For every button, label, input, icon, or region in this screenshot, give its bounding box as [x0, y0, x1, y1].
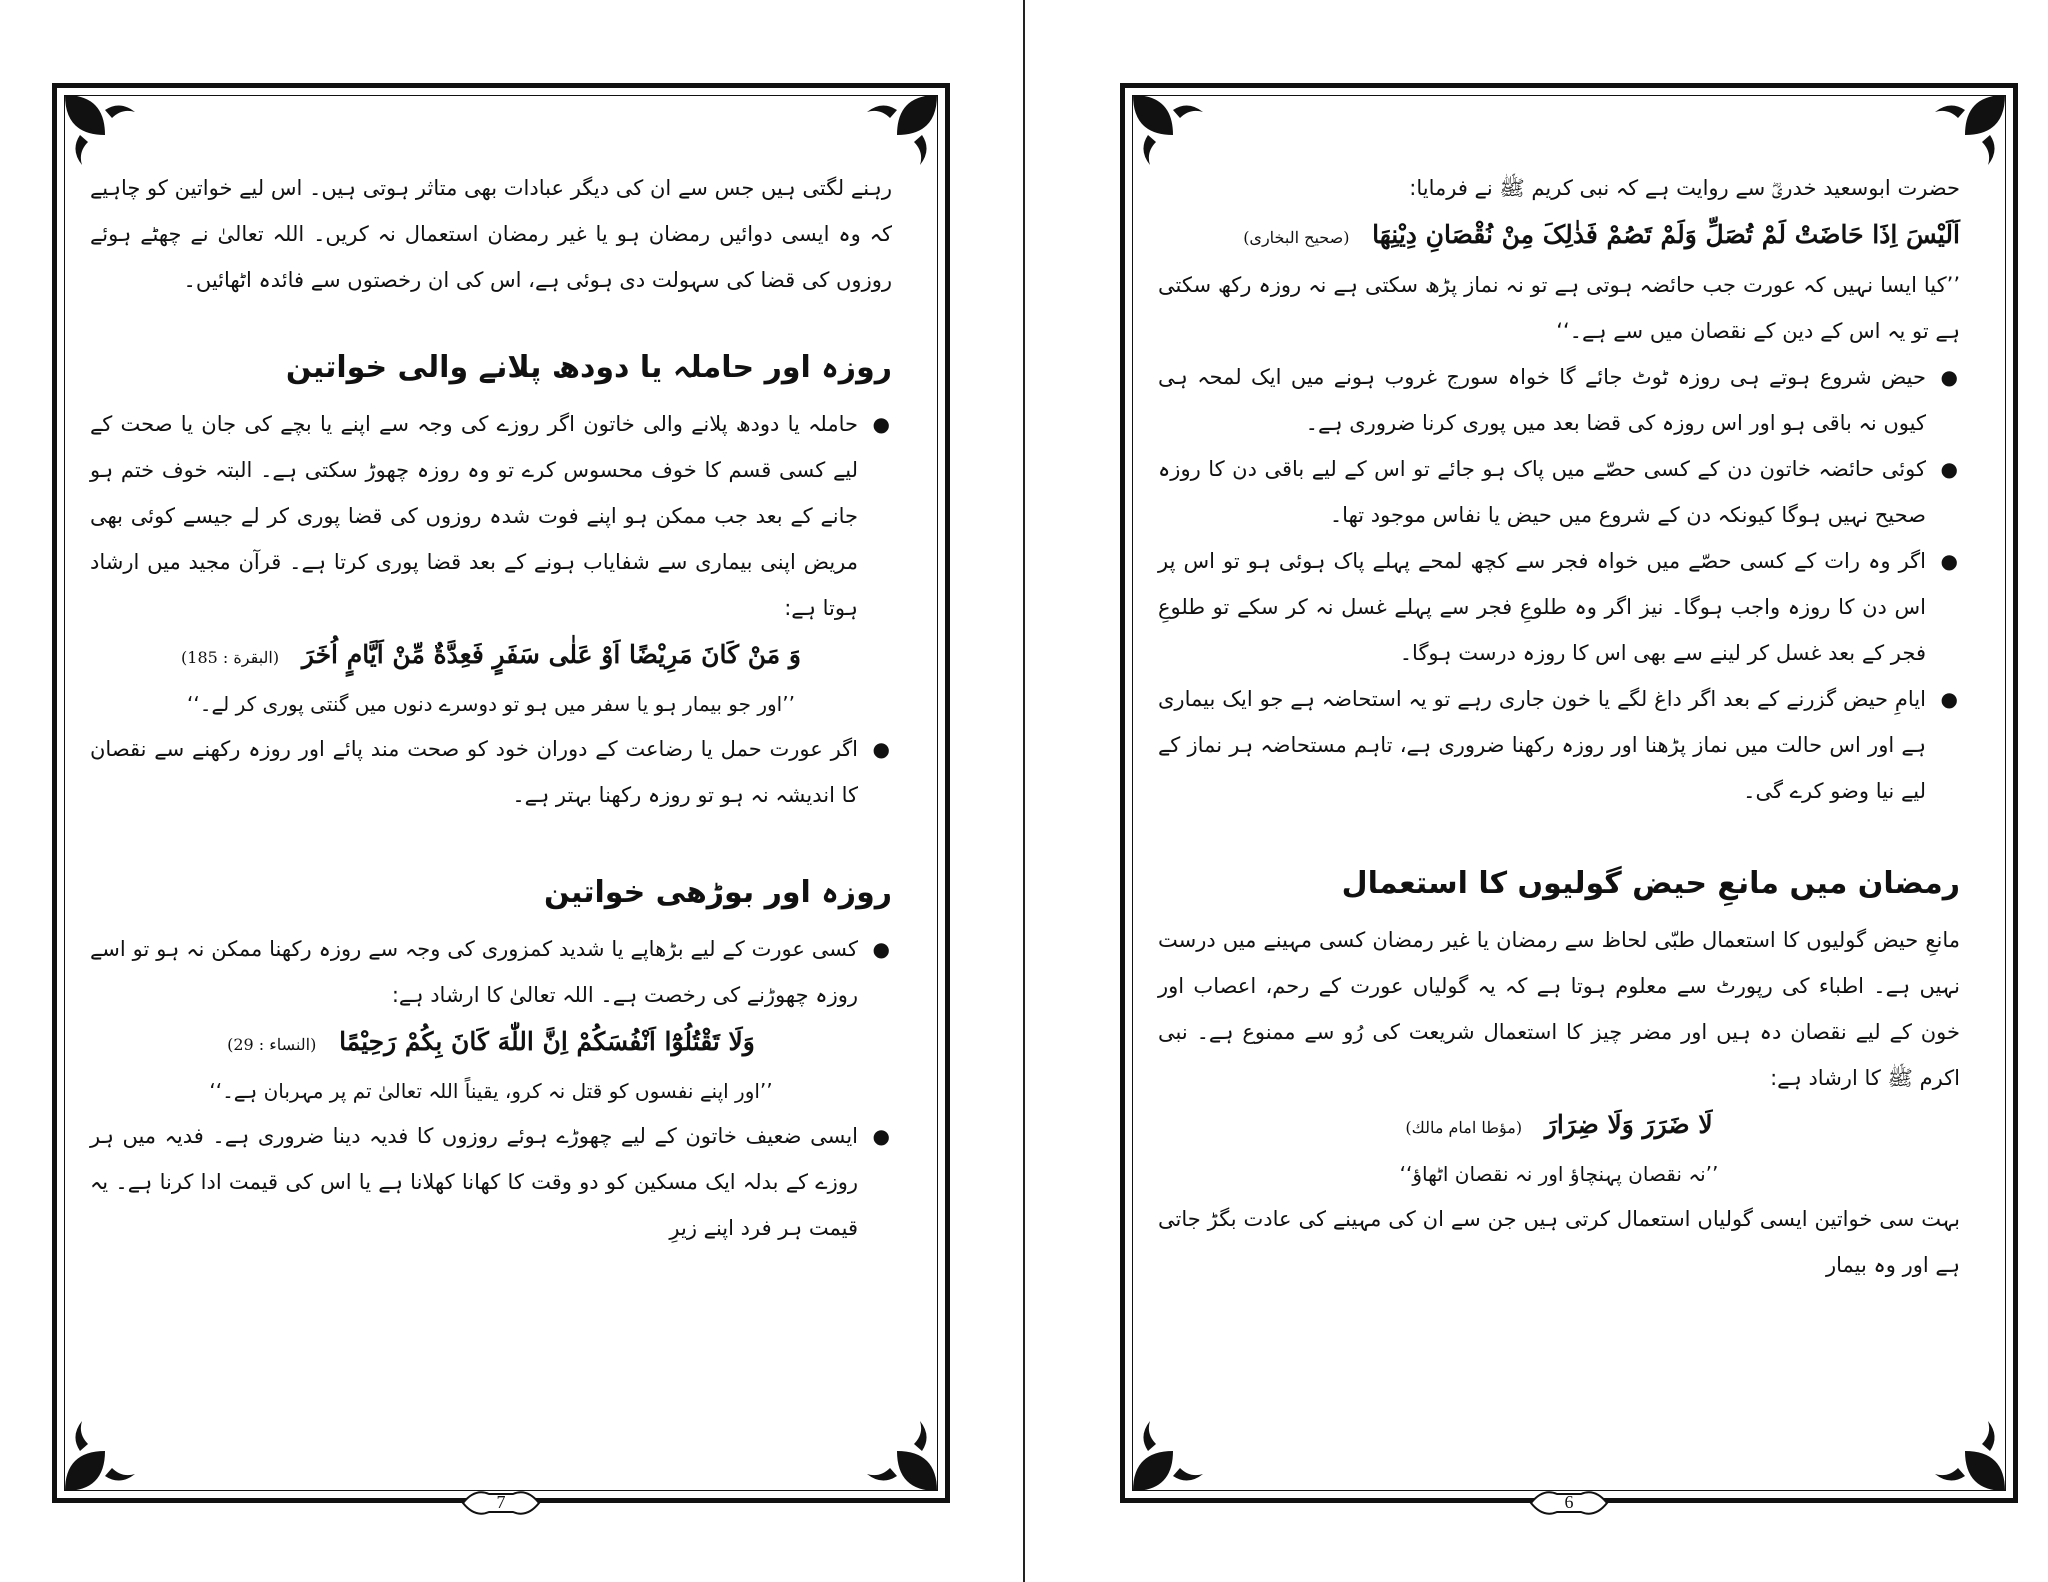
verse-translation: ’’اور جو بیمار ہو یا سفر میں ہو تو دوسرے دنوں میں گنتی پوری کر لے۔‘‘	[187, 692, 795, 716]
quran-verse	[90, 631, 892, 682]
verse-text: وَلَا تَقْتُلُوْٓا اَنْفُسَكُمْ اِنَّ اللّٰهَ كَانَ بِكُمْ رَحِیْمًا	[339, 1027, 755, 1056]
verse-text: وَ مَنْ كَانَ مَرِیْضًا اَوْ عَلٰى سَفَرٍ فَعِدَّةٌ مِّنْ اَیَّامٍ اُخَرَ	[301, 640, 801, 669]
hadith-reference: (مؤطا امام مالك)	[1405, 1118, 1523, 1137]
section-heading: روزہ اور بوڑھی خواتین	[543, 875, 892, 910]
section-heading: رمضان میں مانعِ حیض گولیوں کا استعمال	[1341, 866, 1960, 901]
hadith-intro: حضرت ابوسعید خدریؓ سے روایت ہے کہ نبی کریم ﷺ نے فرمایا:	[1409, 176, 1960, 200]
hadith-translation: ’’کیا ایسا نہیں کہ عورت جب حائضہ ہوتی ہے تو نہ نماز پڑھ سکتی ہے نہ روزہ رکھ سکتی ہے تو یہ اس کے دین کے نقصان میں سے ہے۔‘‘	[1158, 273, 1960, 343]
verse-reference: (البقرة : 185)	[181, 648, 280, 667]
page-number	[461, 1486, 541, 1520]
page-content	[90, 165, 892, 1251]
bullet-item: ● اگر عورت حمل یا رضاعت کے دوران خود کو صحت مند پائے اور روزہ رکھنے سے نقصان کا اندیشہ نہ ہو تو روزہ رکھنا بہتر ہے۔	[90, 726, 892, 818]
section-heading: روزہ اور حاملہ یا دودھ پلانے والی خواتین	[285, 350, 892, 385]
bullet-item: ● اگر وہ رات کے کسی حصّے میں خواہ فجر سے کچھ لمحے پہلے پاک ہوئی ہو تو اس پر اس دن کا روزہ واجب ہوگا۔ نیز اگر وہ طلوعِ فجر سے پہلے غسل نہ کر سکے تو طلوعِ فجر کے بعد غسل کر لینے سے بھی اس کا روزہ درست ہوگا۔	[1158, 538, 1960, 676]
opening-paragraph: رہنے لگتی ہیں جس سے ان کی دیگر عبادات بھی متاثر ہوتی ہیں۔ اس لیے خواتین کو چاہیے کہ وہ ایسی دوائیں رمضان ہو یا غیر رمضان استعمال نہ کریں۔ اللہ تعالیٰ نے چھٹے ہوئے روزوں کی قضا کی سہولت دی ہوئی ہے، اس کی ان رخصتوں سے فائدہ اٹھائیں۔	[90, 176, 892, 292]
corner-ornament-icon	[60, 1406, 150, 1496]
section-paragraph: مانعِ حیض گولیوں کا استعمال طبّی لحاظ سے رمضان یا غیر رمضان کسی مہینے میں درست نہیں ہے۔ اطباء کی رپورٹ سے معلوم ہوتا ہے کہ یہ گولیاں عورت کے رحم، اعصاب اور خون کے لیے نقصان دہ ہیں اور مضر چیز کا استعمال شریعت کی رُو سے ممنوع ہے۔ نبی اکرم ﷺ کا ارشاد ہے:	[1158, 928, 1960, 1090]
hadith-translation: ’’نہ نقصان پہنچاؤ اور نہ نقصان اٹھاؤ‘‘	[1399, 1162, 1719, 1186]
corner-ornament-icon	[852, 1406, 942, 1496]
bullet-item: ● کسی عورت کے لیے بڑھاپے یا شدید کمزوری کی وجہ سے روزہ رکھنا ممکن نہ ہو تو اسے روزہ چھوڑنے کی رخصت ہے۔ اللہ تعالیٰ کا ارشاد ہے:	[90, 926, 892, 1018]
closing-paragraph: بہت سی خواتین ایسی گولیاں استعمال کرتی ہیں جن سے ان کی مہینے کی عادت بگڑ جاتی ہے اور وہ بیمار	[1158, 1207, 1960, 1277]
corner-ornament-icon	[1920, 1406, 2010, 1496]
page-number-label: 7	[496, 1492, 506, 1512]
hadith-arabic	[1158, 1101, 1960, 1152]
bullet-item: ● حاملہ یا دودھ پلانے والی خاتون اگر روزے کی وجہ سے اپنے یا بچے کی جان یا صحت کے لیے کسی قسم کا خوف محسوس کرے تو وہ روزہ چھوڑ سکتی ہے۔ البتہ خوف ختم ہو جانے کے بعد جب ممکن ہو اپنے فوت شدہ روزوں کی قضا پوری کر لے جیسے کوئی بھی مریض اپنی بیماری سے شفایاب ہونے کے بعد قضا پوری کرتا ہے۔ قرآن مجید میں ارشاد ہوتا ہے:	[90, 401, 892, 631]
hadith-reference: (صحیح البخاری)	[1243, 228, 1350, 247]
hadith-text: اَلَیْسَ اِذَا حَاضَتْ لَمْ تُصَلِّ وَلَمْ تَصُمْ فَذٰلِکَ مِنْ نُقْصَانِ دِیْنِھَا	[1372, 220, 1960, 249]
page-number-label: 6	[1564, 1492, 1574, 1512]
bullet-item: ● ایامِ حیض گزرنے کے بعد اگر داغ لگے یا خون جاری رہے تو یہ استحاضہ ہے جو ایک بیماری ہے اور اس حالت میں نماز پڑھنا اور روزہ رکھنا ضروری ہے، تاہم مستحاضہ ہر نماز کے لیے نیا وضو کرے گی۔	[1158, 676, 1960, 814]
page-content	[1158, 165, 1960, 1288]
quran-verse	[90, 1018, 892, 1069]
bullet-item: ● ایسی ضعیف خاتون کے لیے چھوڑے ہوئے روزوں کا فدیہ دینا ضروری ہے۔ فدیہ میں ہر روزے کے بدلہ ایک مسکین کو دو وقت کا کھانا کھلانا ہے یا اس کی قیمت ادا کرنا ہے۔ یہ قیمت ہر فرد اپنے زیرِ	[90, 1113, 892, 1251]
bullet-item: ● کوئی حائضہ خاتون دن کے کسی حصّے میں پاک ہو جائے تو اس کے لیے باقی دن کا روزہ صحیح نہیں ہوگا کیونکہ دن کے شروع میں حیض یا نفاس موجود تھا۔	[1158, 446, 1960, 538]
page-number	[1529, 1486, 1609, 1520]
hadith-arabic	[1158, 211, 1960, 262]
bullet-item: ● حیض شروع ہوتے ہی روزہ ٹوٹ جائے گا خواہ سورج غروب ہونے میں ایک لمحہ ہی کیوں نہ باقی ہو اور اس روزہ کی قضا بعد میں پوری کرنا ضروری ہے۔	[1158, 354, 1960, 446]
corner-ornament-icon	[1128, 1406, 1218, 1496]
page-6	[1025, 0, 2048, 1582]
verse-translation: ’’اور اپنے نفسوں کو قتل نہ کرو، یقیناً اللہ تعالیٰ تم پر مہربان ہے۔‘‘	[209, 1079, 773, 1103]
verse-reference: (النساء : 29)	[227, 1035, 317, 1054]
hadith-text: لَا ضَرَرَ وَلَا ضِرَارَ	[1544, 1110, 1713, 1139]
